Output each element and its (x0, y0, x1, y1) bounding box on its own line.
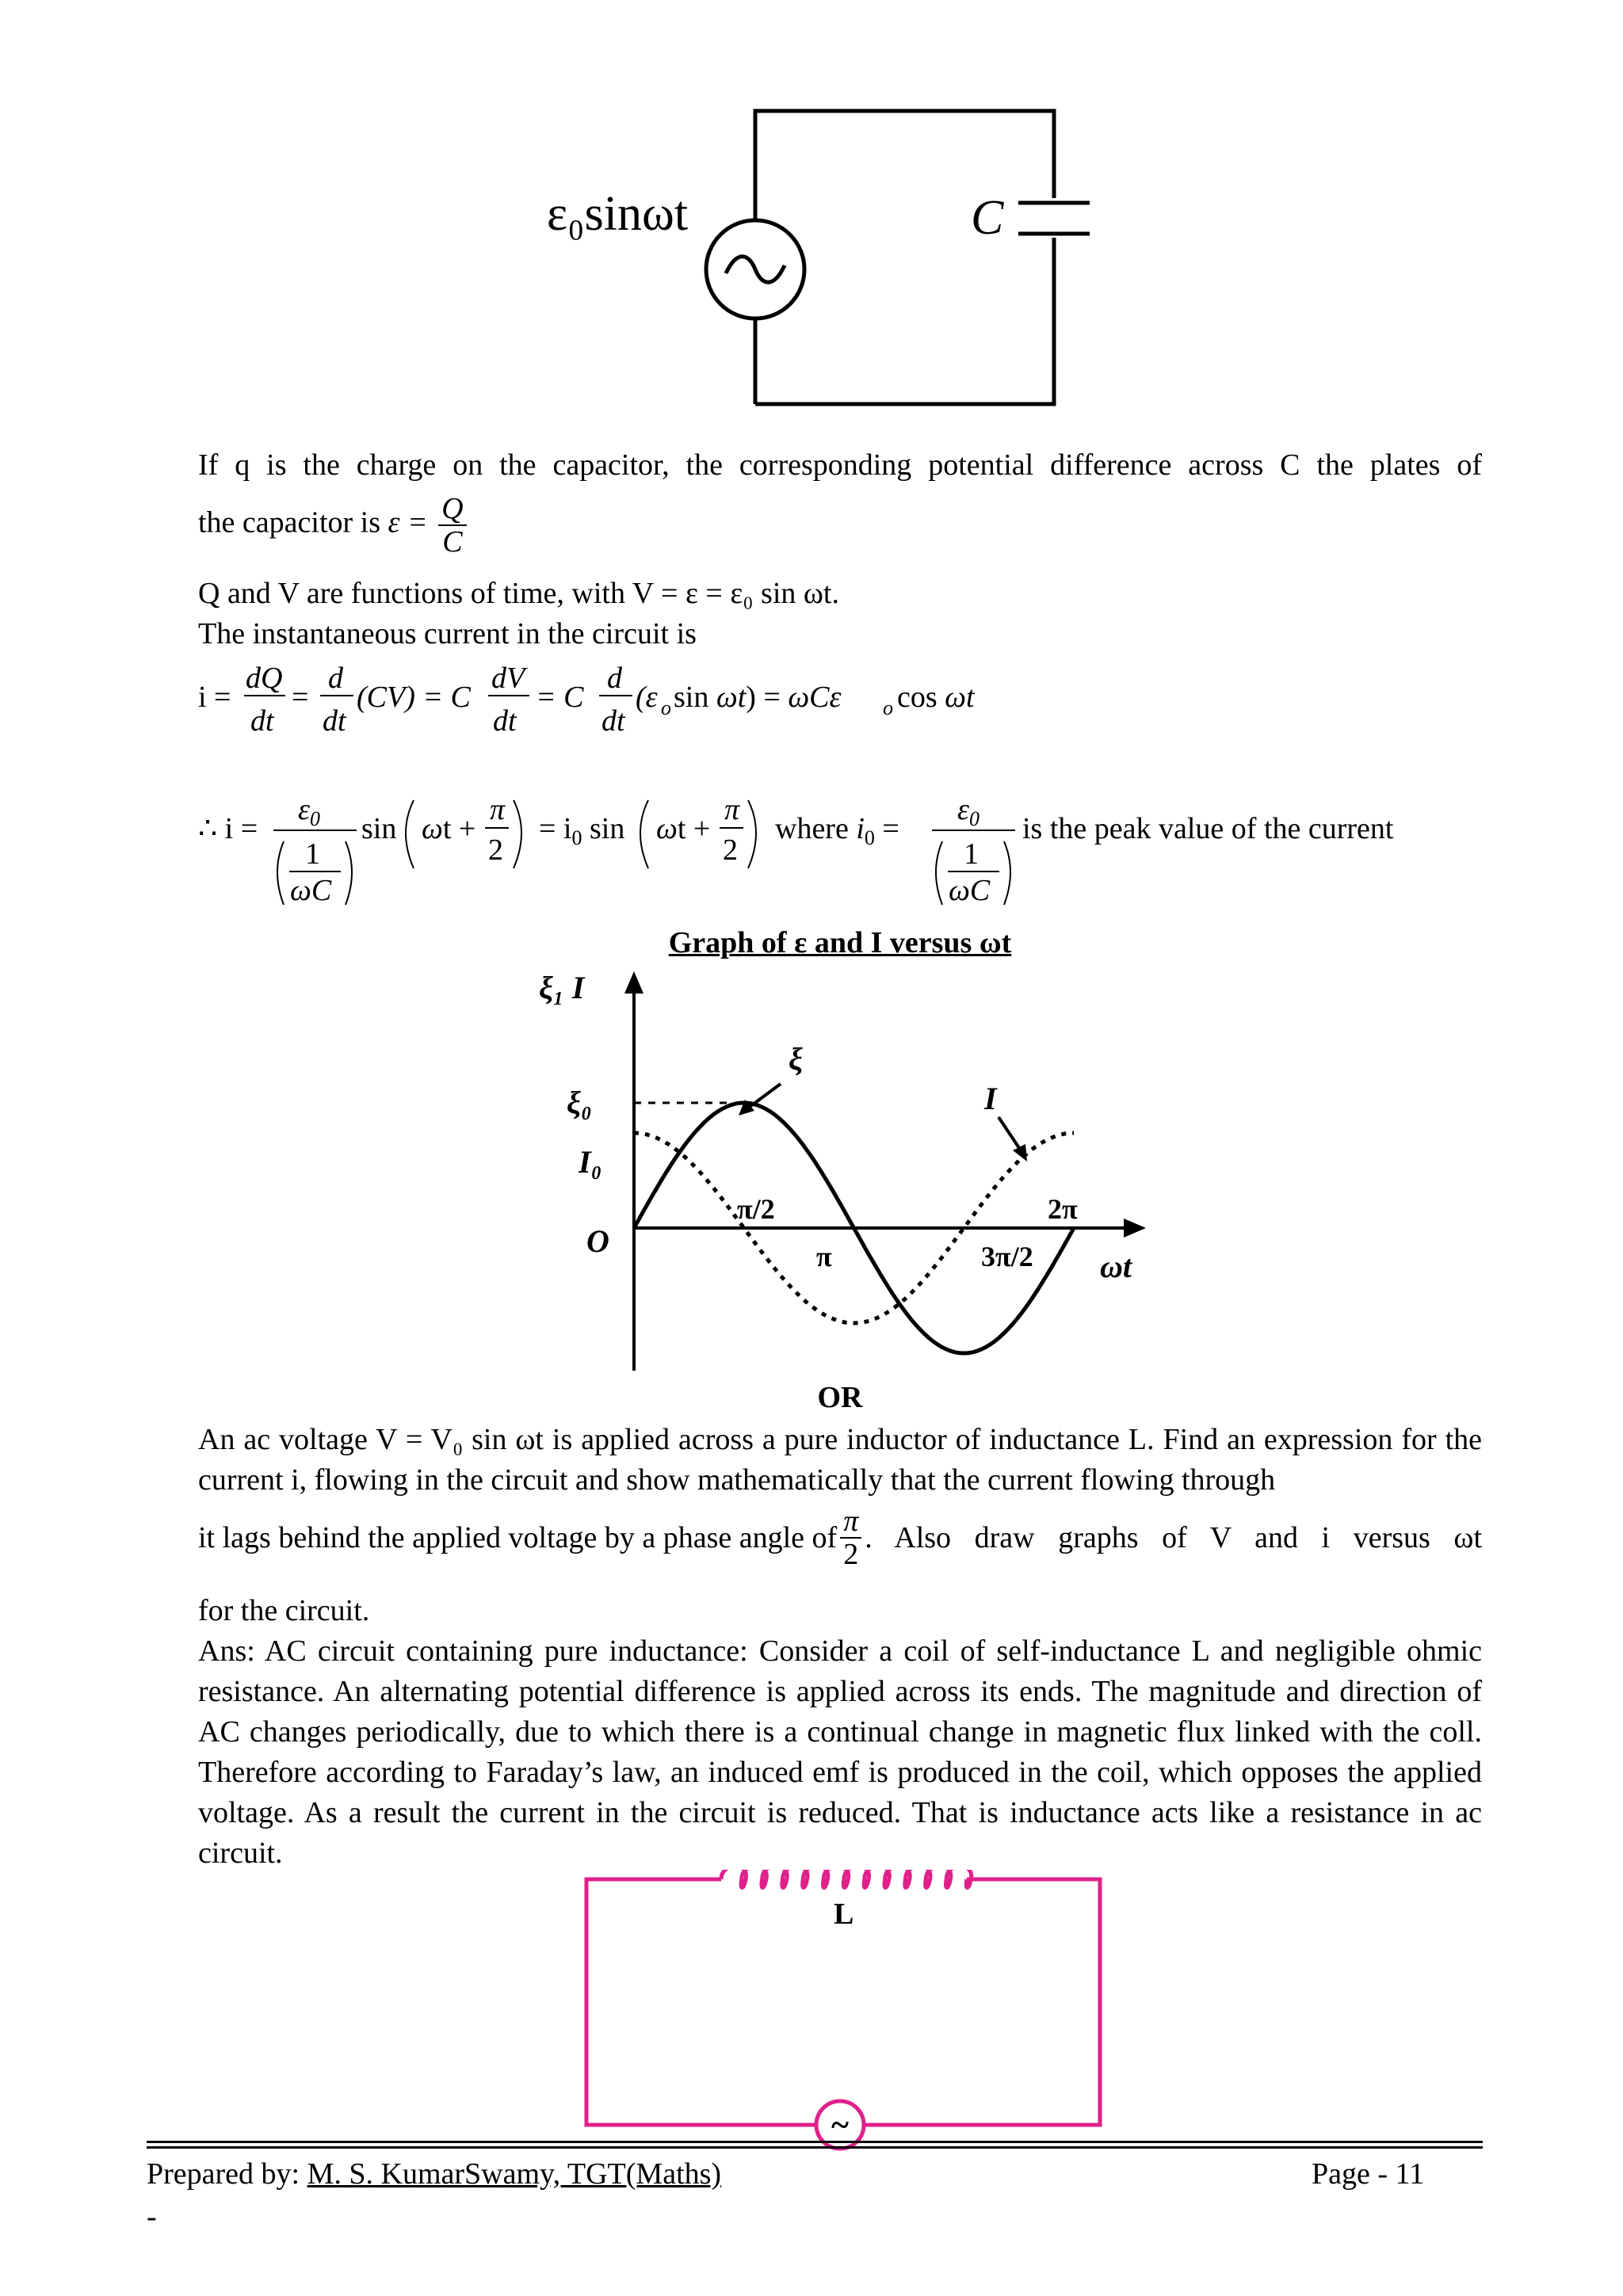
tick-pi: π (816, 1241, 832, 1272)
pi-over-2-fraction (840, 1505, 861, 1570)
svg-text:dQ: dQ (246, 662, 283, 695)
footer-page-number: Page - 11 (1312, 2157, 1425, 2191)
current-phase-equation (198, 784, 1498, 919)
source-label: ε₀sinωt (547, 187, 689, 241)
xi0-label: ξ₀ (567, 1085, 592, 1120)
svg-text:= C: = C (536, 681, 584, 714)
x-axis-label: ωt (1100, 1249, 1132, 1284)
xi-pointer (747, 1084, 781, 1109)
svg-text:o: o (883, 696, 893, 719)
question-for-circuit: for the circuit. (198, 1594, 370, 1627)
svg-text:=: = (292, 681, 309, 714)
origin-label: O (586, 1223, 609, 1259)
svg-text:d: d (328, 662, 343, 695)
svg-text:∴ i =: ∴ i = (198, 812, 258, 845)
svg-text:= i0 sin: = $i_0$ sin (539, 812, 625, 849)
svg-text:2: 2 (488, 833, 503, 867)
current-derivation-equation (198, 654, 991, 742)
fraction-denominator: C (442, 525, 463, 559)
fraction-numerator: Q (438, 493, 466, 526)
or-separator: OR (817, 1381, 863, 1414)
svg-text:where i0 =: where $i_0$ = (775, 812, 899, 849)
inductor-coil (721, 1870, 972, 1888)
tick-pi-over-2: π/2 (737, 1193, 775, 1225)
tick-2pi: 2π (1048, 1193, 1078, 1225)
svg-text:i =: i = (198, 681, 231, 714)
svg-text:ε0: $\varepsilon_0$ (298, 793, 320, 830)
capacitor-voltage-prefix: the capacitor is (198, 505, 381, 540)
svg-text:π: π (490, 793, 506, 826)
svg-text:dt: dt (493, 704, 517, 738)
footer-rule-bottom (147, 2146, 1483, 2149)
svg-text:ωt +: ωt + (656, 812, 711, 845)
footer-dash: - (147, 2200, 157, 2233)
svg-text:2: 2 (723, 833, 738, 867)
i0-label: I₀ (579, 1144, 602, 1180)
svg-text:(ε: (ε (636, 681, 658, 714)
paragraph-functions-of-time: Q and V are functions of time, with V = ε = ε₀ sin ωt. (198, 577, 839, 610)
question-phase-line (198, 1505, 1482, 1570)
question-phase-prefix: it lags behind the applied voltage by a phase angle of (198, 1520, 838, 1554)
fraction-numerator: π (840, 1505, 861, 1539)
svg-text:ωt +: ωt + (422, 812, 476, 845)
svg-text:sin: sin (361, 812, 397, 845)
emf-current-graph (515, 967, 1165, 1379)
svg-text:dV: dV (491, 662, 525, 695)
paragraph-instantaneous-current: The instantaneous current in the circuit is (198, 617, 697, 650)
question-inductor: An ac voltage V = V₀ sin ωt is applied across a pure inductor of inductance L. Find an expression for the current i, flowing in the circuit and show mathematically that the current flowing through (198, 1423, 1482, 1497)
capacitor-voltage-lhs: ε = (388, 505, 428, 540)
xi-curve-label: ξ (789, 1041, 803, 1077)
capacitor-circuit-diagram (539, 103, 1109, 420)
circuit2-wire-right (864, 1879, 1100, 2125)
svg-text:dt: dt (250, 704, 274, 738)
svg-text:cos ωt: cos ωt (897, 681, 975, 714)
graph-title: Graph of ε and I versus ωt (668, 926, 1012, 959)
paragraph-charge-capacitor: If q is the charge on the capacitor, the corresponding potential difference across C the plates of (198, 448, 1482, 482)
svg-text:ωC: ωC (290, 874, 332, 907)
svg-text:dt: dt (323, 704, 346, 738)
q-over-c-fraction (438, 493, 466, 558)
circuit2-wire-left (586, 1879, 816, 2125)
inductor-label: L (834, 1897, 854, 1931)
inductor-circuit-diagram (579, 1870, 1109, 2155)
svg-text:o: o (661, 696, 671, 719)
capacitor-label: C (971, 191, 1004, 245)
footer-rule-top (147, 2141, 1483, 2143)
svg-text:(CV) = C: (CV) = C (357, 681, 471, 714)
capacitor-voltage-expression (198, 493, 470, 558)
svg-text:dt: dt (601, 704, 625, 738)
fraction-denominator: 2 (843, 1538, 859, 1571)
svg-text:ωC: ωC (949, 874, 991, 907)
svg-text:1: 1 (305, 837, 320, 871)
tick-3pi-over-2: 3π/2 (981, 1241, 1033, 1272)
svg-text:π: π (724, 793, 740, 826)
footer-author: M. S. KumarSwamy, TGT(Maths) (307, 2157, 722, 2191)
svg-text:sin ωt) = ωCε: sin ωt) = ωCε (674, 681, 842, 714)
y-axis-arrow-icon (624, 971, 643, 994)
svg-text:is the peak value of the curre: is the peak value of the current (1022, 812, 1394, 845)
answer-paragraph: Ans: AC circuit containing pure inductance: Consider a coil of self-inductance L and negligible ohmic resistance. An alternating potential difference is applied across its ends. The magnitude and direction of AC changes periodically, due to which there is a continual change in magnetic flux linked with the coll. Therefore according to Faraday’s law, an induced emf is produced in the coil, which opposes the applied voltage. As a result the current in the circuit is reduced. That is inductance acts like a resistance in ac circuit. (198, 1634, 1482, 1870)
x-axis-arrow-icon (1124, 1219, 1146, 1238)
footer-credit (147, 2157, 721, 2191)
i-pointer (999, 1117, 1021, 1150)
question-phase-suffix: . Also draw graphs of V and i versus ωt (865, 1520, 1482, 1554)
i-curve-label: I (984, 1081, 997, 1116)
ac-source-tilde-icon-2: ~ (831, 2107, 849, 2144)
svg-text:d: d (607, 662, 622, 695)
y-axis-label: ξ₁ I (539, 970, 585, 1005)
svg-text:ε0: $\varepsilon_0$ (957, 793, 980, 830)
footer-prepared-by: Prepared by: (147, 2157, 300, 2191)
svg-text:1: 1 (964, 837, 979, 871)
